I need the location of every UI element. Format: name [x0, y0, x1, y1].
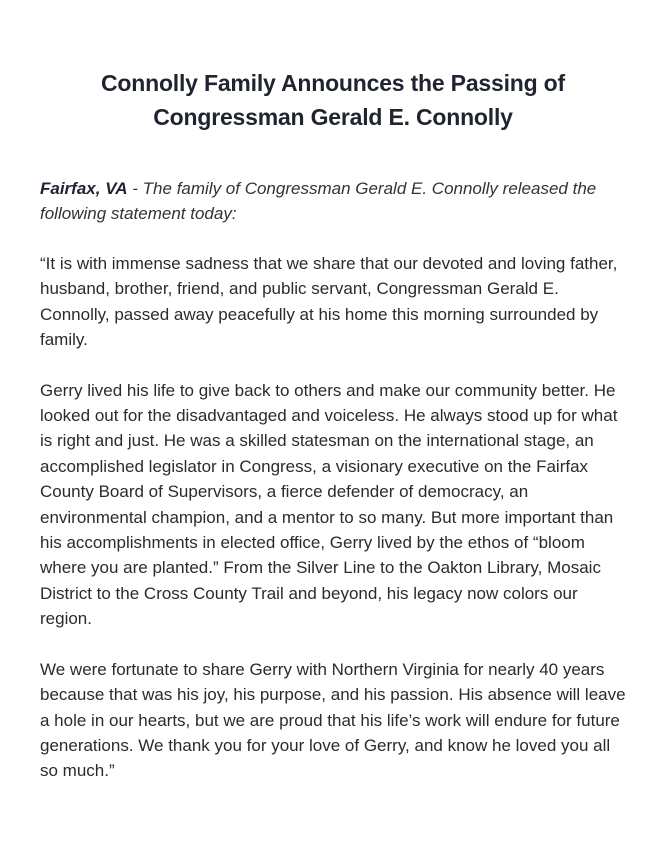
- dateline-place: Fairfax, VA: [40, 179, 128, 198]
- dateline-separator: -: [127, 179, 143, 198]
- statement-paragraph-2: Gerry lived his life to give back to others and make our community better. He looked out for the disadvantaged and voiceless. He always stood up for what is right and just. He was a skilled statesman on the international stage, an accomplished legislator in Congress, a visionary executive on the Fairfax County Board of Supervisors, a fierce defender of democracy, an environmental champion, and a mentor to so many. But more important than his accomplishments in elected office, Gerry lived by the ethos of “bloom where you are planted.” From the Silver Line to the Oakton Library, Mosaic District to the Cross County Trail and beyond, his legacy now colors our region.: [40, 380, 618, 629]
- release-title: Connolly Family Announces the Passing of Congressman Gerald E. Connolly: [101, 70, 565, 130]
- statement-paragraph-3: We were fortunate to share Gerry with Northern Virginia for nearly 40 years because that was his joy, his purpose, and his passion. His absence will leave a hole in our hearts, but we are proud that his life’s work will endure for future generations. We thank you for your love of Gerry, and know he loved you all so much.”: [40, 659, 626, 781]
- press-release: [40, 66, 626, 784]
- dateline-text: The family of Congressman Gerald E. Connolly released the following statement today:: [40, 179, 597, 223]
- dateline: [40, 176, 626, 226]
- statement-paragraph-1: “It is with immense sadness that we share that our devoted and loving father, husband, brother, friend, and public servant, Congressman Gerald E. Connolly, passed away peacefully at his home this morning surrounded by family.: [40, 254, 618, 350]
